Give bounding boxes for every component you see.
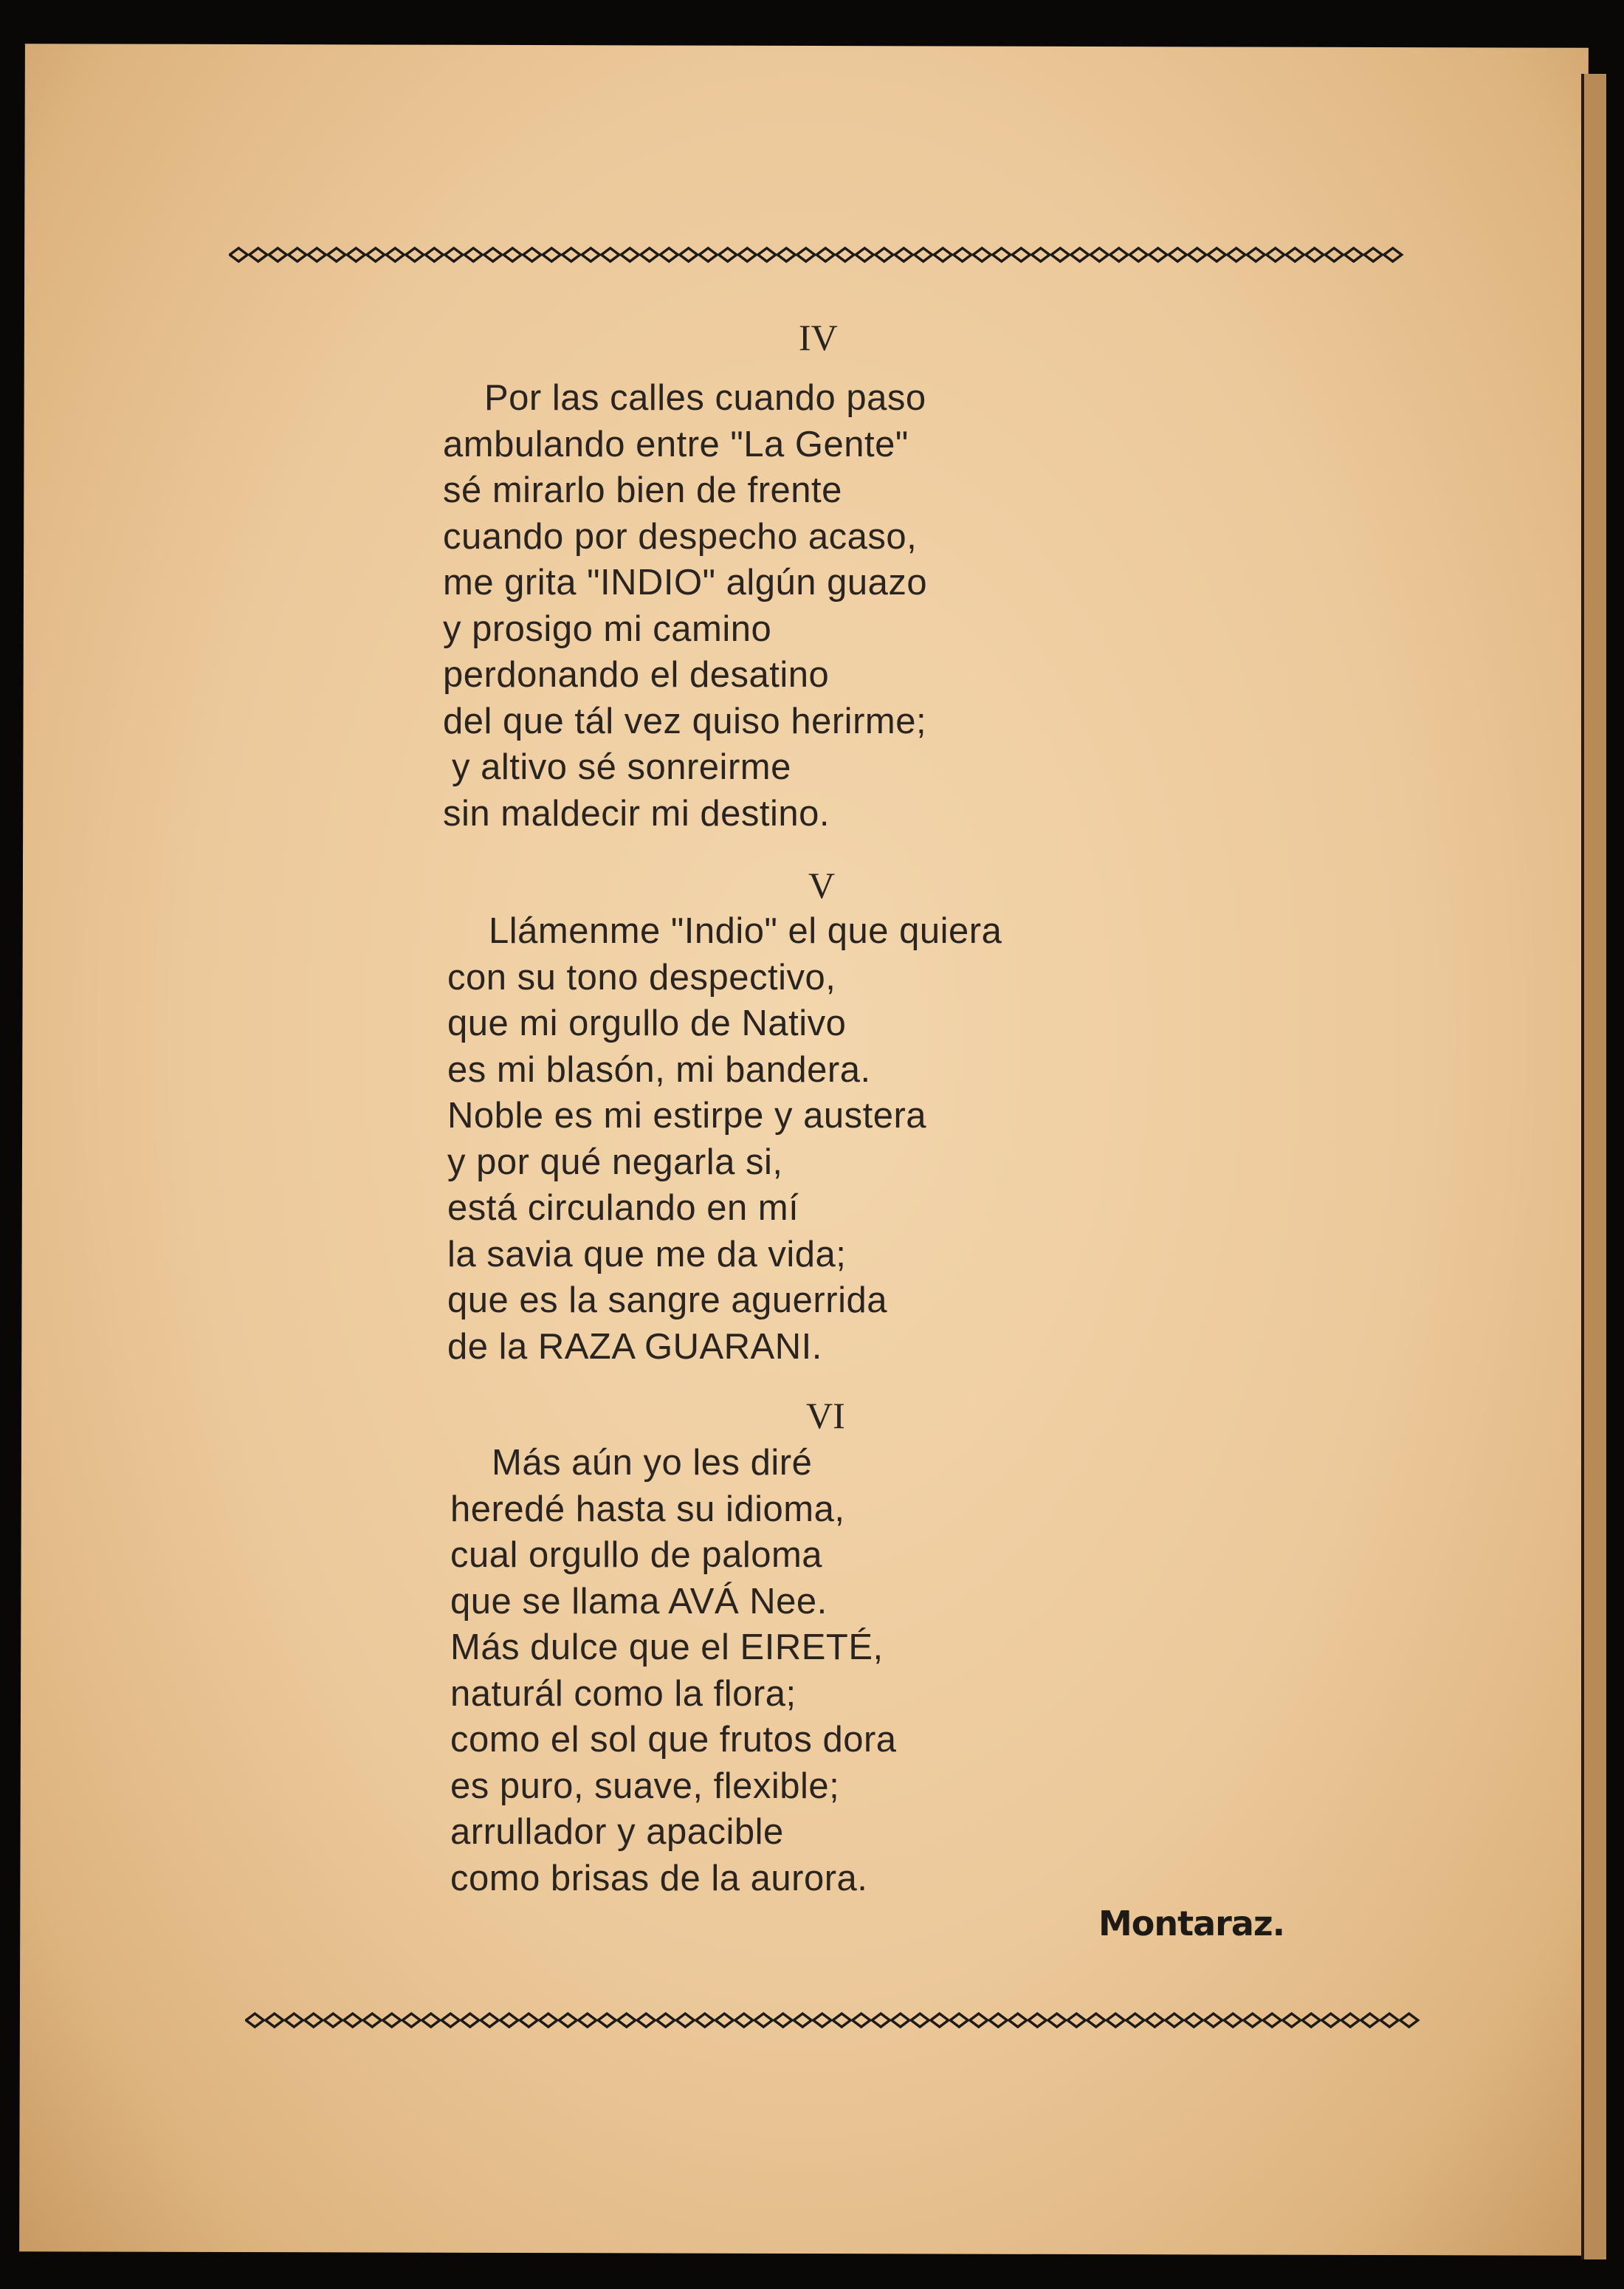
verse-line: sin maldecir mi destino. <box>443 793 830 834</box>
diamond-ornament <box>230 248 247 261</box>
verse-line: del que tál vez quiso herirme; <box>443 701 927 741</box>
diamond-ornament <box>1361 2014 1379 2027</box>
verse-line: con su tono despectivo, <box>447 957 836 998</box>
diamond-ornament <box>816 248 834 261</box>
verse-line: como el sol que frutos dora <box>450 1720 897 1760</box>
diamond-ornament <box>657 2014 675 2027</box>
diamond-ornament <box>386 248 404 261</box>
diamond-ornament <box>875 248 893 261</box>
diamond-ornament <box>970 2014 988 2027</box>
diamond-ornament <box>1032 248 1050 261</box>
verse-line: de la RAZA GUARANI. <box>447 1326 822 1367</box>
diamond-ornament <box>719 248 737 261</box>
diamond-ornament <box>598 2014 616 2027</box>
diamond-ornament <box>1263 2014 1281 2027</box>
diamond-ornament <box>1345 248 1363 261</box>
diamond-ornament <box>618 2014 636 2027</box>
diamond-ornament <box>1267 248 1284 261</box>
diamond-ornament <box>363 2014 381 2027</box>
diamond-ornament <box>520 2014 537 2027</box>
diamond-ornament <box>993 248 1011 261</box>
diamond-ornament <box>308 248 326 261</box>
diamond-ornament <box>1146 2014 1163 2027</box>
diamond-ornament <box>481 2014 498 2027</box>
diamond-ornament <box>836 248 854 261</box>
stanza-numeral-iv: IV <box>799 317 838 358</box>
diamond-ornament <box>543 248 560 261</box>
diamond-ornament <box>1228 248 1245 261</box>
diamond-ornament <box>383 2014 401 2027</box>
diamond-ornament <box>911 2014 929 2027</box>
diamond-ornament <box>461 2014 479 2027</box>
stanza-numeral-v: V <box>808 865 836 906</box>
diamond-ornament <box>285 2014 303 2027</box>
diamond-ornament <box>540 2014 557 2027</box>
diamond-ornament <box>1244 2014 1262 2027</box>
diamond-ornament <box>931 2014 949 2027</box>
diamond-ornament <box>1149 248 1167 261</box>
diamond-ornament <box>1384 248 1402 261</box>
diamond-ornament <box>1126 2014 1144 2027</box>
top-ornament-border <box>229 246 1404 264</box>
diamond-ornament <box>425 248 443 261</box>
diamond-ornament <box>895 248 912 261</box>
diamond-ornament <box>1185 2014 1202 2027</box>
diamond-ornament <box>641 248 658 261</box>
diamond-ornament <box>676 2014 694 2027</box>
diamond-ornament <box>305 2014 323 2027</box>
verse-line: que se llama AVÁ Nee. <box>450 1581 828 1621</box>
diamond-ornament <box>680 248 698 261</box>
stanza-vi <box>450 1440 897 1901</box>
verse-line: Noble es mi estirpe y austera <box>447 1096 927 1136</box>
diamond-ornament <box>602 248 619 261</box>
verse-line: cuando por despecho acaso, <box>443 516 918 557</box>
diamond-ornament <box>777 248 795 261</box>
diamond-ornament <box>250 248 267 261</box>
diamond-ornament <box>503 248 521 261</box>
diamond-ornament <box>289 248 306 261</box>
diamond-ornament <box>660 248 678 261</box>
diamond-ornament <box>441 2014 459 2027</box>
diamond-ornament <box>1129 248 1147 261</box>
diamond-ornament <box>797 248 815 261</box>
diamond-ornament <box>464 248 482 261</box>
diamond-ornament <box>1188 248 1206 261</box>
diamond-ornament <box>1012 248 1030 261</box>
verse-line: Más dulce que el EIRETÉ, <box>450 1627 884 1667</box>
verse-line: ambulando entre "La Gente" <box>443 424 909 464</box>
diamond-ornament <box>715 2014 733 2027</box>
verse-line: Llámenme "Indio" el que quiera <box>489 911 1002 951</box>
diamond-ornament <box>523 248 541 261</box>
author-signature: Montaraz. <box>1098 1904 1285 1943</box>
diamond-ornament <box>872 2014 890 2027</box>
diamond-ornament <box>892 2014 909 2027</box>
diamond-ornament <box>853 2014 870 2027</box>
verse-line: y prosigo mi camino <box>443 608 772 649</box>
diamond-ornament <box>754 2014 772 2027</box>
diamond-ornament <box>1306 248 1324 261</box>
verse-line: sé mirarlo bien de frente <box>443 470 842 510</box>
verse-line: me grita "INDIO" algún guazo <box>443 563 928 603</box>
diamond-ornament <box>1110 248 1128 261</box>
diamond-ornament <box>1071 248 1089 261</box>
stanza-v <box>447 908 1002 1370</box>
diamond-ornament <box>1067 2014 1085 2027</box>
diamond-ornament <box>1009 2014 1027 2027</box>
diamond-ornament <box>344 2014 362 2027</box>
diamond-ornament <box>1087 2014 1105 2027</box>
diamond-ornament <box>1380 2014 1398 2027</box>
diamond-ornament <box>328 248 345 261</box>
diamond-ornament <box>1090 248 1108 261</box>
verse-line: arrullador y apacible <box>450 1812 784 1852</box>
verse-line: es mi blasón, mi bandera. <box>447 1049 871 1090</box>
diamond-ornament <box>1322 2014 1340 2027</box>
diamond-ornament <box>266 2014 283 2027</box>
diamond-ornament <box>696 2014 714 2027</box>
diamond-ornament <box>367 248 385 261</box>
diamond-ornament <box>1051 248 1069 261</box>
diamond-ornament <box>1169 248 1186 261</box>
diamond-ornament <box>738 248 756 261</box>
diamond-ornament <box>559 2014 577 2027</box>
diamond-ornament <box>1302 2014 1320 2027</box>
diamond-ornament <box>1048 2014 1066 2027</box>
diamond-ornament <box>735 2014 753 2027</box>
verse-line: Por las calles cuando paso <box>484 378 926 418</box>
diamond-ornament <box>794 2014 811 2027</box>
diamond-ornament <box>246 2014 264 2027</box>
diamond-ornament <box>1028 2014 1046 2027</box>
verse-line: que mi orgullo de Nativo <box>447 1003 847 1043</box>
diamond-ornament <box>954 248 971 261</box>
verse-line: está circulando en mí <box>447 1188 799 1228</box>
verse-line: naturál como la flora; <box>450 1673 796 1714</box>
diamond-ornament <box>915 248 932 261</box>
verse-line: Más aún yo les diré <box>492 1443 813 1483</box>
diamond-ornament <box>637 2014 655 2027</box>
diamond-ornament <box>422 2014 440 2027</box>
diamond-ornament <box>1400 2014 1418 2027</box>
diamond-ornament <box>1166 2014 1183 2027</box>
diamond-ornament <box>833 2014 850 2027</box>
diamond-ornament <box>1286 248 1304 261</box>
diamond-ornament <box>774 2014 792 2027</box>
diamond-ornament <box>445 248 463 261</box>
diamond-ornament <box>402 2014 420 2027</box>
diamond-ornament <box>1364 248 1382 261</box>
diamond-ornament <box>1283 2014 1301 2027</box>
stanza-numeral-vi: VI <box>806 1395 845 1436</box>
diamond-ornament <box>406 248 424 261</box>
stanza-iv <box>443 375 927 837</box>
verse-line: perdonando el desatino <box>443 655 830 695</box>
diamond-ornament <box>973 248 991 261</box>
diamond-ornament <box>758 248 776 261</box>
diamond-ornament <box>856 248 873 261</box>
diamond-ornament <box>562 248 580 261</box>
diamond-ornament <box>500 2014 518 2027</box>
diamond-ornament <box>1208 248 1225 261</box>
verse-line: es puro, suave, flexible; <box>450 1765 840 1806</box>
diamond-ornament <box>582 248 599 261</box>
verse-line: la savia que me da vida; <box>447 1234 847 1274</box>
bottom-ornament-border <box>245 2011 1422 2029</box>
diamond-ornament <box>813 2014 831 2027</box>
diamond-ornament <box>324 2014 342 2027</box>
verse-line: que es la sangre aguerrida <box>447 1280 887 1320</box>
verse-line: cual orgullo de paloma <box>450 1535 823 1575</box>
diamond-ornament <box>1224 2014 1242 2027</box>
diamond-ornament <box>1325 248 1343 261</box>
diamond-ornament <box>269 248 286 261</box>
diamond-ornament <box>1205 2014 1222 2027</box>
diamond-ornament <box>347 248 365 261</box>
diamond-ornament <box>1341 2014 1359 2027</box>
diamond-ornament <box>989 2014 1007 2027</box>
diamond-ornament <box>950 2014 968 2027</box>
verse-line: y altivo sé sonreirme <box>452 747 791 787</box>
diamond-ornament <box>484 248 502 261</box>
verse-line: heredé hasta su idioma, <box>450 1489 845 1529</box>
diamond-ornament <box>1107 2014 1124 2027</box>
verse-line: y por qué negarla si, <box>447 1142 783 1182</box>
verse-line: como brisas de la aurora. <box>450 1858 868 1898</box>
diamond-ornament <box>699 248 717 261</box>
next-page-edge <box>1581 74 1606 2259</box>
diamond-ornament <box>621 248 639 261</box>
diamond-ornament <box>934 248 952 261</box>
diamond-ornament <box>579 2014 596 2027</box>
diamond-ornament <box>1247 248 1265 261</box>
